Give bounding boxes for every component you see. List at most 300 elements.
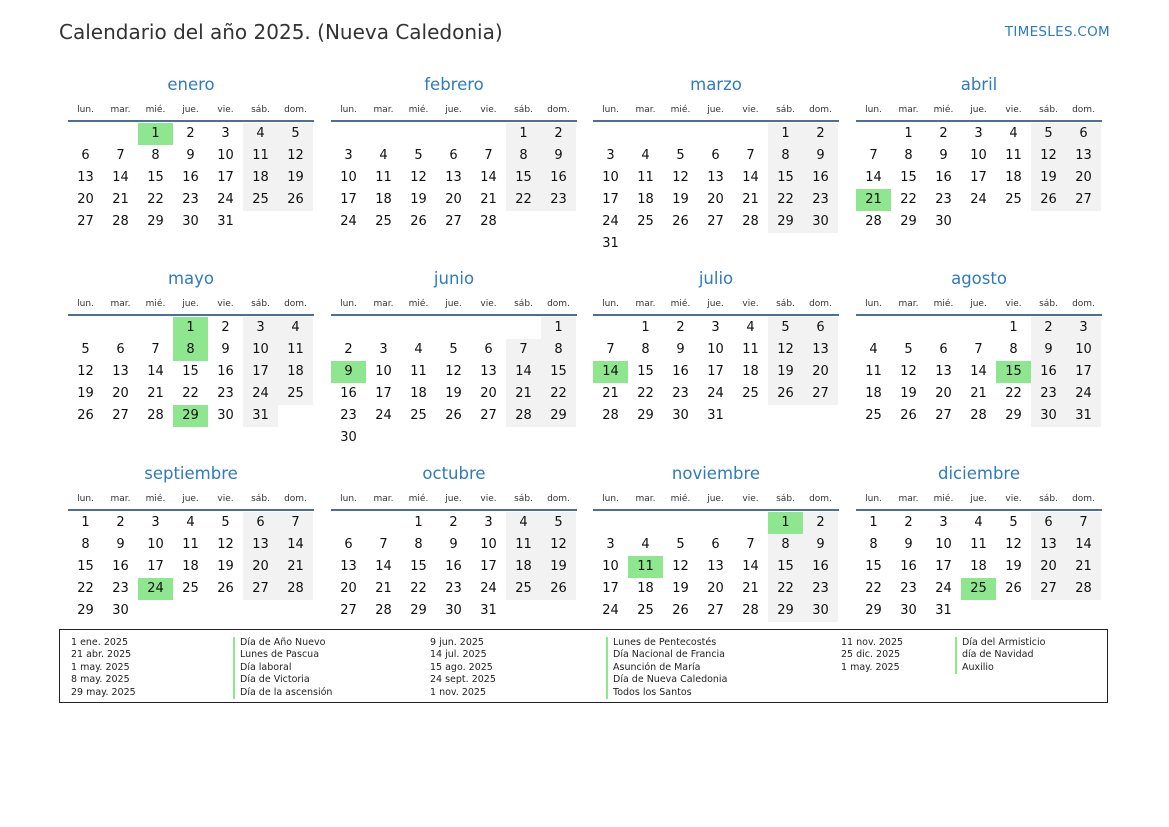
day-cell: 2 xyxy=(904,515,913,530)
holiday-day-cell: 11 xyxy=(628,556,663,578)
weekday-label: dom. xyxy=(547,299,570,309)
day-cell: 19 xyxy=(1031,167,1066,189)
day-cell: 7 xyxy=(746,148,755,163)
day-cell: 14 xyxy=(112,170,129,185)
legend-dates-col-1 xyxy=(71,637,136,699)
day-cell: 24 xyxy=(602,603,619,618)
day-cell: 26 xyxy=(1005,581,1022,596)
day-cell: 19 xyxy=(672,581,689,596)
day-cell: 30 xyxy=(935,214,952,229)
day-cell: 23 xyxy=(1031,383,1066,405)
month-octubre xyxy=(331,463,577,622)
month-febrero xyxy=(331,74,577,233)
day-cell: 29 xyxy=(410,603,427,618)
day-cell: 3 xyxy=(344,148,353,163)
day-cell: 8 xyxy=(414,537,423,552)
day-cell: 21 xyxy=(602,386,619,401)
day-cell: 7 xyxy=(379,537,388,552)
day-cell: 8 xyxy=(641,342,650,357)
weekday-label: mié. xyxy=(145,299,166,309)
holiday-day-cell: 1 xyxy=(173,317,208,339)
day-cell: 3 xyxy=(243,317,278,339)
day-cell: 3 xyxy=(484,515,493,530)
weekday-label: mar. xyxy=(110,494,131,504)
day-cell: 11 xyxy=(410,364,427,379)
day-cell: 19 xyxy=(672,192,689,207)
day-cell: 13 xyxy=(1031,534,1066,556)
legend-holiday-name: Día laboral xyxy=(233,662,332,674)
day-cell: 6 xyxy=(803,317,838,339)
weekday-label: vie. xyxy=(1005,299,1022,309)
day-cell: 4 xyxy=(506,512,541,534)
day-cell: 25 xyxy=(243,189,278,211)
holiday-day-cell: 25 xyxy=(961,578,996,600)
day-cell: 31 xyxy=(1066,405,1101,427)
day-cell: 14 xyxy=(278,534,313,556)
legend-holiday-name: Día de Victoria xyxy=(233,674,332,686)
day-cell: 10 xyxy=(340,170,357,185)
day-cell: 11 xyxy=(637,170,654,185)
month-junio xyxy=(331,268,577,449)
day-cell: 4 xyxy=(278,317,313,339)
day-grid xyxy=(331,512,577,622)
empty-cell xyxy=(891,317,926,339)
day-cell: 21 xyxy=(1066,556,1101,578)
weekday-label: dom. xyxy=(547,105,570,115)
empty-cell xyxy=(856,317,891,339)
day-cell: 25 xyxy=(865,408,882,423)
weekday-label: mié. xyxy=(145,494,166,504)
empty-cell xyxy=(733,512,768,534)
weekday-label: dom. xyxy=(284,494,307,504)
day-cell: 3 xyxy=(221,126,230,141)
day-cell: 26 xyxy=(77,408,94,423)
day-cell: 16 xyxy=(340,386,357,401)
day-cell: 28 xyxy=(742,603,759,618)
empty-cell xyxy=(698,123,733,145)
day-cell: 23 xyxy=(217,386,234,401)
day-cell: 1 xyxy=(1009,320,1018,335)
day-cell: 3 xyxy=(379,342,388,357)
day-cell: 4 xyxy=(243,123,278,145)
day-cell: 1 xyxy=(541,317,576,339)
holiday-day-cell: 29 xyxy=(173,405,208,427)
month-septiembre xyxy=(68,463,314,622)
legend-date: 1 may. 2025 xyxy=(71,661,130,673)
day-grid xyxy=(68,123,314,233)
day-cell: 25 xyxy=(1005,192,1022,207)
day-cell: 20 xyxy=(243,556,278,578)
day-cell: 26 xyxy=(278,189,313,211)
day-cell: 6 xyxy=(449,148,458,163)
day-cell: 15 xyxy=(147,170,164,185)
day-cell: 23 xyxy=(803,578,838,600)
weekday-label: mar. xyxy=(373,299,394,309)
day-cell: 21 xyxy=(112,192,129,207)
day-cell: 18 xyxy=(410,386,427,401)
day-cell: 12 xyxy=(1031,145,1066,167)
day-cell: 13 xyxy=(707,170,724,185)
day-cell: 13 xyxy=(935,364,952,379)
empty-cell xyxy=(366,123,401,145)
weekday-label: dom. xyxy=(809,494,832,504)
day-cell: 9 xyxy=(676,342,685,357)
day-cell: 15 xyxy=(865,559,882,574)
day-grid xyxy=(856,123,1102,233)
day-cell: 26 xyxy=(541,578,576,600)
day-cell: 28 xyxy=(147,408,164,423)
day-cell: 7 xyxy=(869,148,878,163)
weekday-label: jue. xyxy=(445,105,462,115)
day-cell: 30 xyxy=(112,603,129,618)
day-cell: 12 xyxy=(445,364,462,379)
empty-cell xyxy=(366,317,401,339)
legend-date: 8 may. 2025 xyxy=(71,674,130,686)
day-cell: 15 xyxy=(900,170,917,185)
empty-cell xyxy=(733,123,768,145)
legend-date: 29 may. 2025 xyxy=(71,686,136,698)
day-cell: 18 xyxy=(182,559,199,574)
day-cell: 16 xyxy=(900,559,917,574)
day-cell: 22 xyxy=(768,189,803,211)
day-cell: 10 xyxy=(480,537,497,552)
legend-holiday-name: Día de Nueva Caledonia xyxy=(606,674,727,686)
day-cell: 8 xyxy=(869,537,878,552)
day-cell: 6 xyxy=(116,342,125,357)
weekday-label: dom. xyxy=(284,105,307,115)
empty-cell xyxy=(506,317,541,339)
weekday-header xyxy=(593,100,839,122)
day-cell: 23 xyxy=(445,581,462,596)
legend-dates-col-2 xyxy=(430,637,496,699)
day-cell: 12 xyxy=(278,145,313,167)
weekday-label: vie. xyxy=(217,494,234,504)
day-cell: 27 xyxy=(480,408,497,423)
weekday-label: jue. xyxy=(182,105,199,115)
empty-cell xyxy=(436,123,471,145)
day-cell: 12 xyxy=(672,559,689,574)
day-grid xyxy=(593,317,839,427)
day-cell: 7 xyxy=(116,148,125,163)
weekday-label: mar. xyxy=(373,105,394,115)
day-cell: 22 xyxy=(410,581,427,596)
holiday-day-cell: 9 xyxy=(331,361,366,383)
day-cell: 3 xyxy=(1066,317,1101,339)
day-cell: 9 xyxy=(116,537,125,552)
weekday-label: lun. xyxy=(602,494,619,504)
day-cell: 30 xyxy=(1031,405,1066,427)
day-cell: 21 xyxy=(742,581,759,596)
day-cell: 16 xyxy=(935,170,952,185)
weekday-label: lun. xyxy=(77,105,94,115)
weekday-header xyxy=(593,489,839,511)
day-cell: 13 xyxy=(480,364,497,379)
day-cell: 24 xyxy=(243,383,278,405)
day-cell: 4 xyxy=(379,148,388,163)
day-cell: 7 xyxy=(506,339,541,361)
day-cell: 27 xyxy=(707,603,724,618)
weekday-label: vie. xyxy=(217,299,234,309)
legend-date: 15 ago. 2025 xyxy=(430,661,493,673)
empty-cell xyxy=(401,123,436,145)
day-cell: 28 xyxy=(112,214,129,229)
day-cell: 19 xyxy=(410,192,427,207)
day-cell: 24 xyxy=(375,408,392,423)
day-cell: 7 xyxy=(974,342,983,357)
legend-holiday-name: Lunes de Pentecostés xyxy=(606,637,727,649)
day-cell: 6 xyxy=(1031,512,1066,534)
day-cell: 6 xyxy=(711,148,720,163)
day-cell: 15 xyxy=(768,556,803,578)
day-cell: 16 xyxy=(217,364,234,379)
day-cell: 1 xyxy=(506,123,541,145)
day-cell: 9 xyxy=(803,534,838,556)
day-cell: 31 xyxy=(480,603,497,618)
day-cell: 7 xyxy=(746,537,755,552)
day-cell: 15 xyxy=(77,559,94,574)
month-name: noviembre xyxy=(671,464,761,483)
day-cell: 10 xyxy=(1066,339,1101,361)
legend-dates-col-3 xyxy=(841,637,903,674)
empty-cell xyxy=(663,123,698,145)
weekday-label: dom. xyxy=(1072,105,1095,115)
day-cell: 7 xyxy=(606,342,615,357)
weekday-label: lun. xyxy=(77,494,94,504)
day-cell: 28 xyxy=(375,603,392,618)
day-cell: 10 xyxy=(243,339,278,361)
day-cell: 22 xyxy=(768,578,803,600)
day-cell: 19 xyxy=(77,386,94,401)
day-cell: 14 xyxy=(865,170,882,185)
weekday-label: mié. xyxy=(933,299,954,309)
weekday-label: sáb. xyxy=(1039,299,1058,309)
day-cell: 27 xyxy=(243,578,278,600)
weekday-label: mié. xyxy=(408,299,429,309)
holiday-day-cell: 8 xyxy=(173,339,208,361)
weekday-header xyxy=(68,294,314,316)
day-cell: 28 xyxy=(865,214,882,229)
legend-names-col-1 xyxy=(233,637,332,699)
day-cell: 7 xyxy=(484,148,493,163)
day-cell: 17 xyxy=(147,559,164,574)
weekday-label: sáb. xyxy=(251,299,270,309)
day-cell: 3 xyxy=(606,537,615,552)
empty-cell xyxy=(926,317,961,339)
day-cell: 22 xyxy=(900,192,917,207)
day-cell: 5 xyxy=(904,342,913,357)
month-name: diciembre xyxy=(938,464,1020,483)
day-grid xyxy=(68,317,314,427)
legend-holiday-name: día de Navidad xyxy=(955,649,1045,661)
day-cell: 11 xyxy=(865,364,882,379)
day-cell: 11 xyxy=(375,170,392,185)
day-cell: 27 xyxy=(112,408,129,423)
day-cell: 16 xyxy=(1031,361,1066,383)
day-cell: 27 xyxy=(1066,189,1101,211)
day-cell: 6 xyxy=(484,342,493,357)
day-cell: 28 xyxy=(1066,578,1101,600)
weekday-header xyxy=(331,100,577,122)
day-cell: 3 xyxy=(151,515,160,530)
weekday-label: vie. xyxy=(480,105,497,115)
weekday-label: jue. xyxy=(445,299,462,309)
weekday-label: sáb. xyxy=(514,494,533,504)
day-cell: 9 xyxy=(904,537,913,552)
month-marzo xyxy=(593,74,839,255)
weekday-label: lun. xyxy=(602,105,619,115)
day-cell: 11 xyxy=(243,145,278,167)
weekday-label: lun. xyxy=(340,494,357,504)
legend-holiday-name: Día Nacional de Francia xyxy=(606,649,727,661)
legend-holiday-name: Lunes de Pascua xyxy=(233,649,332,661)
weekday-label: sáb. xyxy=(251,494,270,504)
day-cell: 17 xyxy=(935,559,952,574)
weekday-label: jue. xyxy=(445,494,462,504)
day-cell: 12 xyxy=(900,364,917,379)
holiday-day-cell: 1 xyxy=(138,123,173,145)
empty-cell xyxy=(628,512,663,534)
legend-holiday-name: Todos los Santos xyxy=(606,687,727,699)
day-cell: 27 xyxy=(1031,578,1066,600)
day-cell: 31 xyxy=(602,236,619,251)
day-cell: 21 xyxy=(742,192,759,207)
holiday-day-cell: 24 xyxy=(138,578,173,600)
day-cell: 10 xyxy=(707,342,724,357)
day-cell: 14 xyxy=(742,559,759,574)
day-cell: 20 xyxy=(480,386,497,401)
weekday-label: dom. xyxy=(1072,299,1095,309)
day-cell: 9 xyxy=(221,342,230,357)
site-link[interactable]: TIMESLES.COM xyxy=(1004,24,1110,40)
day-cell: 5 xyxy=(81,342,90,357)
day-cell: 17 xyxy=(243,361,278,383)
weekday-label: sáb. xyxy=(514,299,533,309)
day-cell: 1 xyxy=(414,515,423,530)
weekday-label: lun. xyxy=(340,105,357,115)
month-noviembre xyxy=(593,463,839,622)
weekday-label: lun. xyxy=(865,299,882,309)
day-cell: 15 xyxy=(182,364,199,379)
day-cell: 11 xyxy=(742,342,759,357)
day-cell: 8 xyxy=(506,145,541,167)
day-cell: 18 xyxy=(1005,170,1022,185)
day-cell: 15 xyxy=(506,167,541,189)
day-cell: 21 xyxy=(147,386,164,401)
day-cell: 10 xyxy=(602,559,619,574)
day-cell: 3 xyxy=(711,320,720,335)
legend-holiday-name: Asunción de María xyxy=(606,662,727,674)
day-cell: 24 xyxy=(340,214,357,229)
weekday-label: vie. xyxy=(217,105,234,115)
weekday-header xyxy=(856,100,1102,122)
weekday-label: sáb. xyxy=(1039,105,1058,115)
day-cell: 4 xyxy=(869,342,878,357)
day-cell: 2 xyxy=(803,123,838,145)
day-cell: 12 xyxy=(672,170,689,185)
weekday-label: vie. xyxy=(480,299,497,309)
empty-cell xyxy=(628,123,663,145)
day-grid xyxy=(856,512,1102,622)
day-grid xyxy=(331,123,577,233)
day-cell: 14 xyxy=(375,559,392,574)
day-cell: 1 xyxy=(768,123,803,145)
day-cell: 2 xyxy=(221,320,230,335)
day-cell: 30 xyxy=(900,603,917,618)
legend-holiday-name: Día del Armisticio xyxy=(955,637,1045,649)
day-cell: 22 xyxy=(506,189,541,211)
weekday-label: dom. xyxy=(809,105,832,115)
month-name: abril xyxy=(960,75,998,94)
empty-cell xyxy=(103,317,138,339)
legend-date: 21 abr. 2025 xyxy=(71,649,132,661)
day-cell: 17 xyxy=(340,192,357,207)
empty-cell xyxy=(103,123,138,145)
day-cell: 19 xyxy=(217,559,234,574)
day-cell: 25 xyxy=(182,581,199,596)
holiday-legend xyxy=(59,629,1108,703)
legend-date: 1 may. 2025 xyxy=(841,661,900,673)
weekday-label: mié. xyxy=(933,105,954,115)
day-cell: 29 xyxy=(541,405,576,427)
weekday-label: sáb. xyxy=(776,494,795,504)
weekday-label: sáb. xyxy=(776,299,795,309)
day-cell: 26 xyxy=(1031,189,1066,211)
day-cell: 5 xyxy=(1009,515,1018,530)
day-cell: 6 xyxy=(81,148,90,163)
day-cell: 10 xyxy=(147,537,164,552)
day-cell: 25 xyxy=(375,214,392,229)
day-cell: 27 xyxy=(340,603,357,618)
empty-cell xyxy=(331,123,366,145)
day-cell: 25 xyxy=(278,383,313,405)
day-cell: 12 xyxy=(768,339,803,361)
empty-cell xyxy=(331,512,366,534)
day-cell: 5 xyxy=(221,515,230,530)
day-cell: 22 xyxy=(182,386,199,401)
month-name: julio xyxy=(698,269,734,288)
day-cell: 3 xyxy=(939,515,948,530)
day-cell: 13 xyxy=(77,170,94,185)
month-name: marzo xyxy=(690,75,742,94)
legend-date: 14 jul. 2025 xyxy=(430,649,487,661)
empty-cell xyxy=(68,317,103,339)
empty-cell xyxy=(331,317,366,339)
day-cell: 2 xyxy=(186,126,195,141)
day-cell: 17 xyxy=(375,386,392,401)
day-cell: 25 xyxy=(742,386,759,401)
day-grid xyxy=(331,317,577,449)
day-cell: 28 xyxy=(602,408,619,423)
day-cell: 2 xyxy=(939,126,948,141)
month-name: febrero xyxy=(424,75,484,94)
weekday-label: vie. xyxy=(480,494,497,504)
day-cell: 12 xyxy=(217,537,234,552)
day-cell: 27 xyxy=(707,214,724,229)
month-name: septiembre xyxy=(144,464,238,483)
weekday-header xyxy=(593,294,839,316)
weekday-label: mar. xyxy=(898,105,919,115)
weekday-label: dom. xyxy=(809,299,832,309)
day-cell: 29 xyxy=(1005,408,1022,423)
day-grid xyxy=(68,512,314,622)
day-cell: 7 xyxy=(1066,512,1101,534)
day-cell: 2 xyxy=(803,512,838,534)
day-cell: 29 xyxy=(147,214,164,229)
day-cell: 24 xyxy=(602,214,619,229)
weekday-label: vie. xyxy=(742,299,759,309)
day-cell: 11 xyxy=(506,534,541,556)
day-cell: 18 xyxy=(278,361,313,383)
